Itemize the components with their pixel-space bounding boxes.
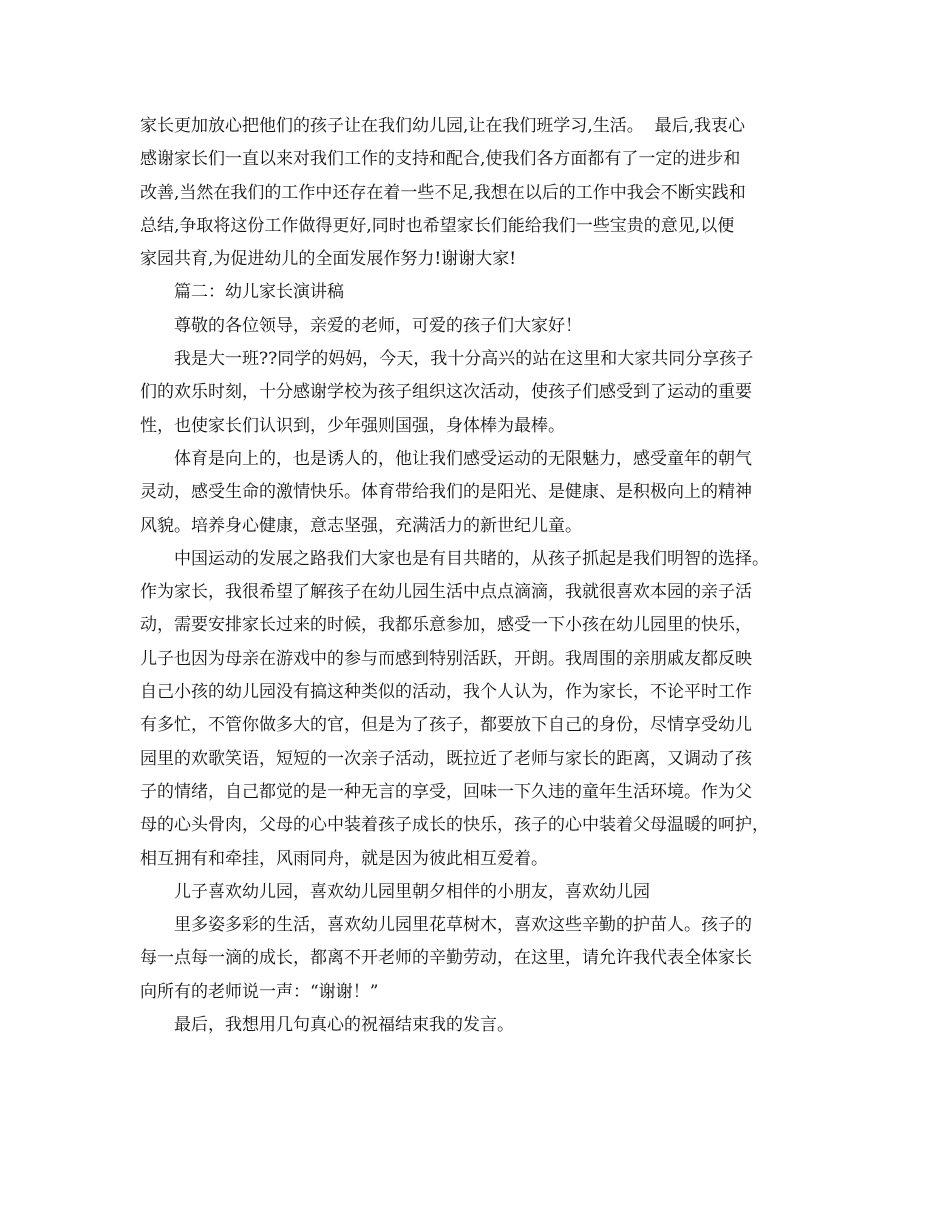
document-page (140, 110, 816, 1042)
text-line: 中国运动的发展之路我们大家也是有目共睹的，从孩子抓起是我们明智的选择。 (174, 548, 769, 569)
text-line: 性，也使家长们认识到，少年强则国强，身体棒为最棒。 (140, 415, 565, 436)
closing-line: 最后，我想用几句真心的祝福结束我的发言。 (174, 1015, 514, 1036)
text-line: 我是大一班??同学的妈妈，今天，我十分高兴的站在这里和大家共同分享孩子 (174, 349, 754, 370)
text-line: 总结,争取将这份工作做得更好,同时也希望家长们能给我们一些宝贵的意见,以便 (140, 215, 735, 236)
text-line: 向所有的老师说一声：“谢谢！” (140, 981, 379, 1002)
text-line: 们的欢乐时刻，十分感谢学校为孩子组织这次活动，使孩子们感受到了运动的重要 (140, 382, 752, 403)
text-line: 家长更加放心把他们的孩子让在我们幼儿园,让在我们班学习,生活。 最后,我衷心 (140, 116, 746, 136)
text-line: 儿子喜欢幼儿园，喜欢幼儿园里朝夕相伴的小朋友，喜欢幼儿园 (174, 881, 650, 902)
salutation: 尊敬的各位领导，亲爱的老师，可爱的孩子们大家好！ (174, 315, 582, 336)
text-line: 感谢家长们一直以来对我们工作的支持和配合,使我们各方面都有了一定的进步和 (140, 149, 741, 170)
text-line: 每一点每一滴的成长，都离不开老师的辛勤劳动，在这里，请允许我代表全体家长 (140, 948, 752, 969)
text-line: 有多忙，不管你做多大的官，但是为了孩子，都要放下自己的身份，尽情享受幼儿 (140, 715, 752, 736)
text-line: 自己小孩的幼儿园没有搞这种类似的活动，我个人认为，作为家长，不论平时工作 (140, 682, 752, 703)
text-line: 相互拥有和牵挂，风雨同舟，就是因为彼此相互爱着。 (140, 848, 548, 869)
text-line: 改善,当然在我们的工作中还存在着一些不足,我想在以后的工作中我会不断实践和 (140, 182, 746, 203)
section-heading: 篇二：幼儿家长演讲稿 (174, 282, 344, 303)
text-line: 作为家长，我很希望了解孩子在幼儿园生活中点点滴滴，我就很喜欢本园的亲子活 (140, 582, 752, 603)
text-line: 风貌。培养身心健康，意志坚强，充满活力的新世纪儿童。 (140, 515, 582, 536)
text-line: 子的情绪，自己都觉的是一种无言的享受，回味一下久违的童年生活环境。作为父 (140, 781, 752, 802)
text-line: 体育是向上的，也是诱人的，他让我们感受运动的无限魅力，感受童年的朝气 (174, 448, 752, 469)
text-line: 灵动，感受生命的激情快乐。体育带给我们的是阳光、是健康、是积极向上的精神 (140, 482, 752, 503)
text-line: 母的心头骨肉，父母的心中装着孩子成长的快乐，孩子的心中装着父母温暖的呵护， (140, 815, 769, 836)
text-line: 家园共育,为促进幼儿的全面发展作努力!谢谢大家! (140, 249, 517, 270)
text-line: 儿子也因为母亲在游戏中的参与而感到特别活跃，开朗。我周围的亲朋戚友都反映 (140, 648, 752, 669)
text-line: 里多姿多彩的生活，喜欢幼儿园里花草树木，喜欢这些辛勤的护苗人。孩子的 (174, 915, 752, 936)
text-line: 动，需要安排家长过来的时候，我都乐意参加，感受一下小孩在幼儿园里的快乐， (140, 615, 752, 636)
text-line: 园里的欢歌笑语，短短的一次亲子活动，既拉近了老师与家长的距离，又调动了孩 (140, 748, 752, 769)
